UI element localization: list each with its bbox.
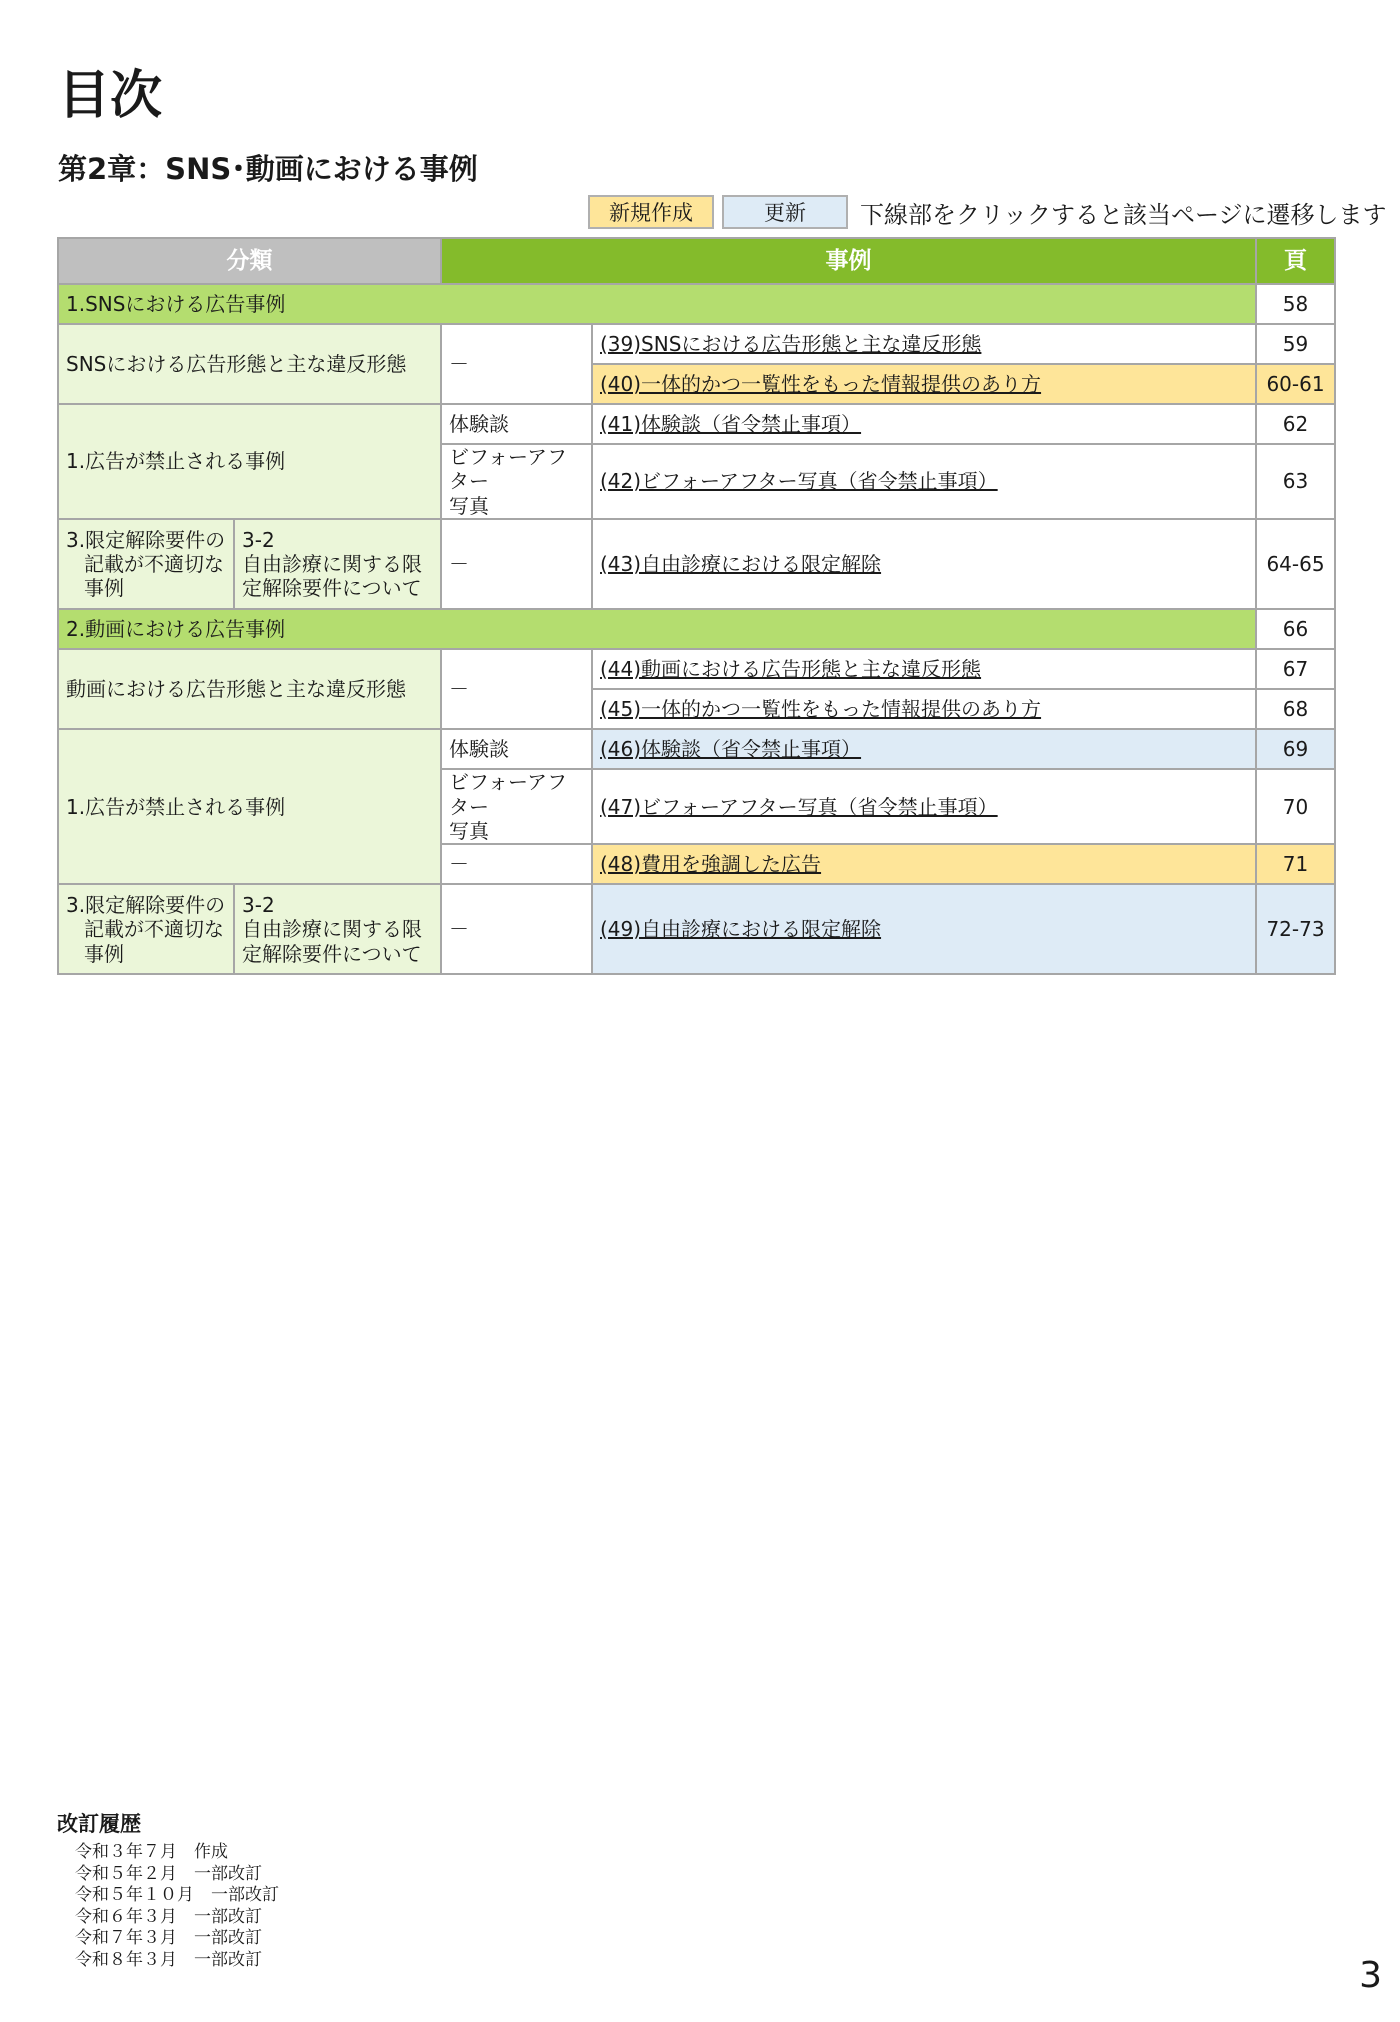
subcategory-cell: ビフォーアフター 写真: [441, 444, 592, 519]
subcategory-cell: ビフォーアフター 写真: [441, 769, 592, 844]
category-sub-cell: 3-2 自由診療に関する限 定解除要件について: [234, 884, 441, 974]
category-cell: 1.広告が禁止される事例: [58, 729, 441, 884]
table-row: [58, 404, 1335, 444]
table-row: [58, 729, 1335, 769]
case-link[interactable]: (47)ビフォーアフター写真（省令禁止事項）: [592, 769, 1256, 844]
case-page: 60-61: [1256, 364, 1335, 404]
revision-item: 令和３年７月 作成: [75, 1842, 228, 1862]
page-number: 3: [1359, 1955, 1382, 1996]
subcategory-cell: 体験談: [441, 729, 592, 769]
case-link[interactable]: (42)ビフォーアフター写真（省令禁止事項）: [592, 444, 1256, 519]
case-link[interactable]: (43)自由診療における限定解除: [592, 519, 1256, 609]
subcategory-cell: －: [441, 884, 592, 974]
subcategory-cell: －: [441, 844, 592, 884]
case-page: 59: [1256, 324, 1335, 364]
page-title: 目次: [58, 66, 163, 126]
table-row: [58, 884, 1335, 974]
case-page: 68: [1256, 689, 1335, 729]
subcategory-cell: －: [441, 649, 592, 729]
category-sub-cell: 3-2 自由診療に関する限 定解除要件について: [234, 519, 441, 609]
revision-item: 令和８年３月 一部改訂: [75, 1949, 262, 1970]
header-case: 事例: [441, 238, 1256, 284]
revision-item: 令和５年２月 一部改訂: [75, 1863, 262, 1884]
case-link[interactable]: (48)費用を強調した広告: [592, 844, 1256, 884]
section-label: 1.SNSにおける広告事例: [58, 284, 1256, 324]
legend-note: 下線部をクリックすると該当ページに遷移します: [860, 200, 1387, 229]
section-page: 58: [1256, 284, 1335, 324]
toc-table: [57, 237, 1336, 975]
case-link[interactable]: (40)一体的かつ一覧性をもった情報提供のあり方: [592, 364, 1256, 404]
section-row: [58, 284, 1335, 324]
revision-item: 令和７年３月 一部改訂: [75, 1928, 262, 1948]
category-cell: 1.広告が禁止される事例: [58, 404, 441, 519]
subcategory-cell: 体験談: [441, 404, 592, 444]
section-label: 2.動画における広告事例: [58, 609, 1256, 649]
table-row: [58, 324, 1335, 364]
revision-history-list: [75, 1842, 279, 1971]
revision-item: 令和５年１０月 一部改訂: [75, 1885, 279, 1905]
category-cell: 3.限定解除要件の 記載が不適切な 事例: [58, 884, 234, 974]
case-link[interactable]: (44)動画における広告形態と主な違反形態: [592, 649, 1256, 689]
subcategory-cell: －: [441, 324, 592, 404]
case-page: 63: [1256, 444, 1335, 519]
case-page: 64-65: [1256, 519, 1335, 609]
legend: [588, 195, 1387, 229]
case-link[interactable]: (46)体験談（省令禁止事項）: [592, 729, 1256, 769]
subcategory-cell: －: [441, 519, 592, 609]
case-page: 72-73: [1256, 884, 1335, 974]
category-cell: SNSにおける広告形態と主な違反形態: [58, 324, 441, 404]
header-category: 分類: [58, 238, 441, 284]
case-link[interactable]: (45)一体的かつ一覧性をもった情報提供のあり方: [592, 689, 1256, 729]
header-page: 頁: [1256, 238, 1335, 284]
case-page: 69: [1256, 729, 1335, 769]
case-page: 67: [1256, 649, 1335, 689]
case-page: 70: [1256, 769, 1335, 844]
legend-new: 新規作成: [588, 195, 714, 229]
section-row: [58, 609, 1335, 649]
case-link[interactable]: (41)体験談（省令禁止事項）: [592, 404, 1256, 444]
table-row: [58, 649, 1335, 689]
case-page: 62: [1256, 404, 1335, 444]
table-row: [58, 519, 1335, 609]
table-header-row: [58, 238, 1335, 284]
revision-item: 令和６年３月 一部改訂: [75, 1906, 262, 1927]
case-page: 71: [1256, 844, 1335, 884]
section-page: 66: [1256, 609, 1335, 649]
category-cell: 3.限定解除要件の 記載が不適切な 事例: [58, 519, 234, 609]
case-link[interactable]: (39)SNSにおける広告形態と主な違反形態: [592, 324, 1256, 364]
chapter-title: 第2章：SNS･動画における事例: [58, 152, 478, 186]
case-link[interactable]: (49)自由診療における限定解除: [592, 884, 1256, 974]
revision-history-title: 改訂履歴: [57, 1812, 141, 1836]
legend-updated: 更新: [722, 195, 848, 229]
category-cell: 動画における広告形態と主な違反形態: [58, 649, 441, 729]
